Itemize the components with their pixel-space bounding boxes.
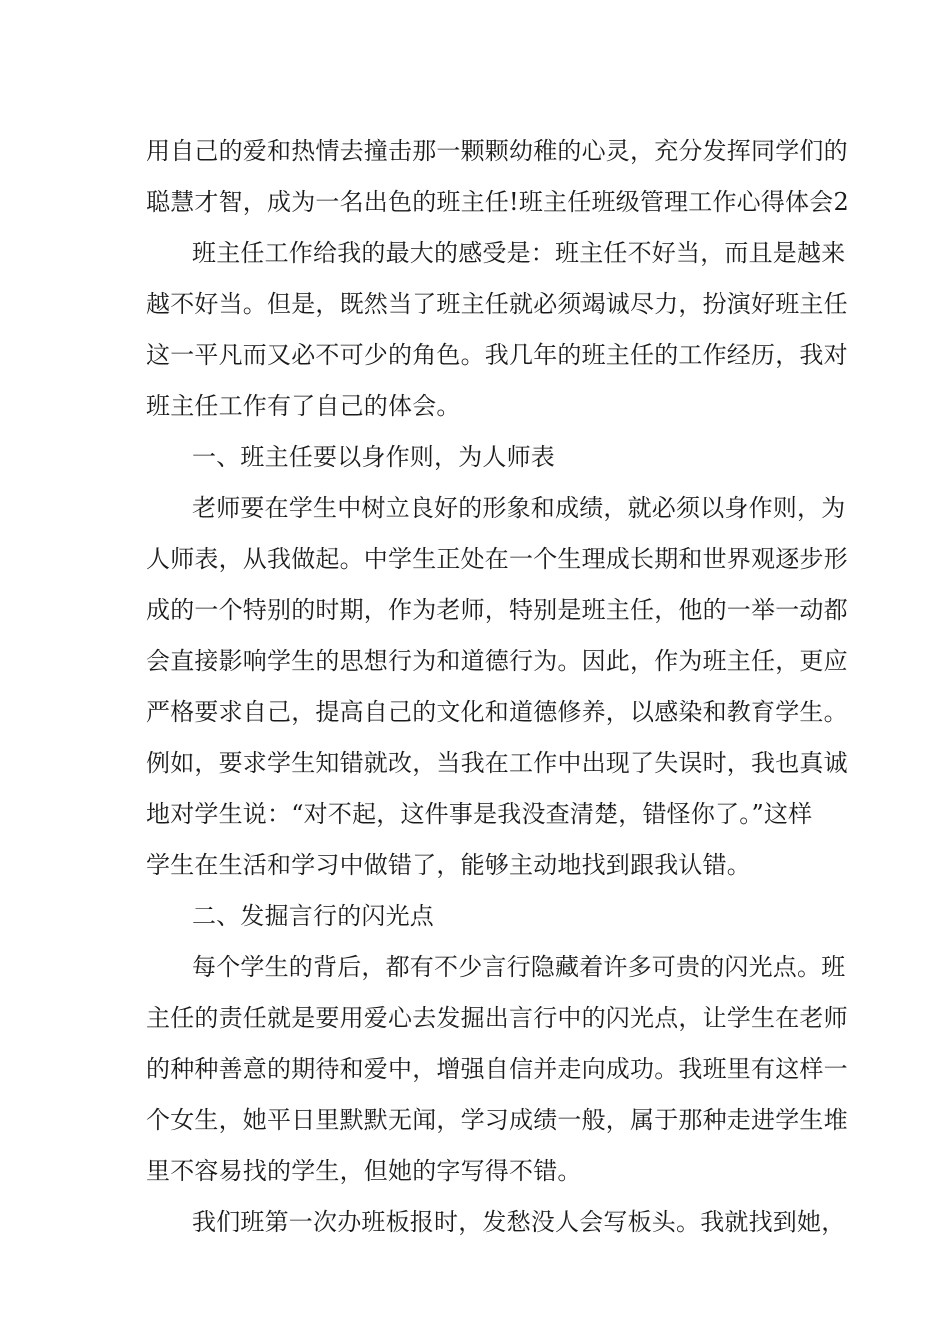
text-line: 越不好当。但是，既然当了班主任就必须竭诚尽力，扮演好班主任 [146,290,848,318]
paragraph-start-line: 每个学生的背后，都有不少言行隐藏着许多可贵的闪光点。班 [192,953,846,981]
section-heading: 二、发掘言行的闪光点 [192,902,434,930]
text-line: 严格要求自己，提高自己的文化和道德修养，以感染和教育学生。 [146,698,848,726]
text-line: 成的一个特别的时期，作为老师，特别是班主任，他的一举一动都 [146,596,848,624]
text-line: 主任的责任就是要用爱心去发掘出言行中的闪光点，让学生在老师 [146,1004,848,1032]
text-line: 里不容易找的学生，但她的字写得不错。 [146,1157,582,1185]
section-heading: 一、班主任要以身作则，为人师表 [192,443,555,471]
text-line: 例如，要求学生知错就改，当我在工作中出现了失误时，我也真诚 [146,749,848,777]
text-line: 学生在生活和学习中做错了，能够主动地找到跟我认错。 [146,851,751,879]
text-line: 个女生，她平日里默默无闻，学习成绩一般，属于那种走进学生堆 [146,1106,848,1134]
paragraph-start-line: 老师要在学生中树立良好的形象和成绩，就必须以身作则，为 [192,494,846,522]
text-line: 这一平凡而又必不可少的角色。我几年的班主任的工作经历，我对 [146,341,848,369]
text-line: 地对学生说：“对不起，这件事是我没查清楚，错怪你了。”这样 [146,800,813,828]
paragraph-start-line: 班主任工作给我的最大的感受是：班主任不好当，而且是越来 [192,239,846,267]
text-line: 会直接影响学生的思想行为和道德行为。因此，作为班主任，更应 [146,647,848,675]
text-line: 人师表，从我做起。中学生正处在一个生理成长期和世界观逐步形 [146,545,848,573]
text-line: 用自己的爱和热情去撞击那一颗颗幼稚的心灵，充分发挥同学们的 [146,137,848,165]
text-line: 班主任工作有了自己的体会。 [146,392,461,420]
paragraph-start-line: 我们班第一次办班板报时，发愁没人会写板头。我就找到她， [192,1208,846,1236]
text-line: 聪慧才智，成为一名出色的班主任!班主任班级管理工作心得体会2 [146,188,849,216]
text-line: 的种种善意的期待和爱中，增强自信并走向成功。我班里有这样一 [146,1055,848,1083]
